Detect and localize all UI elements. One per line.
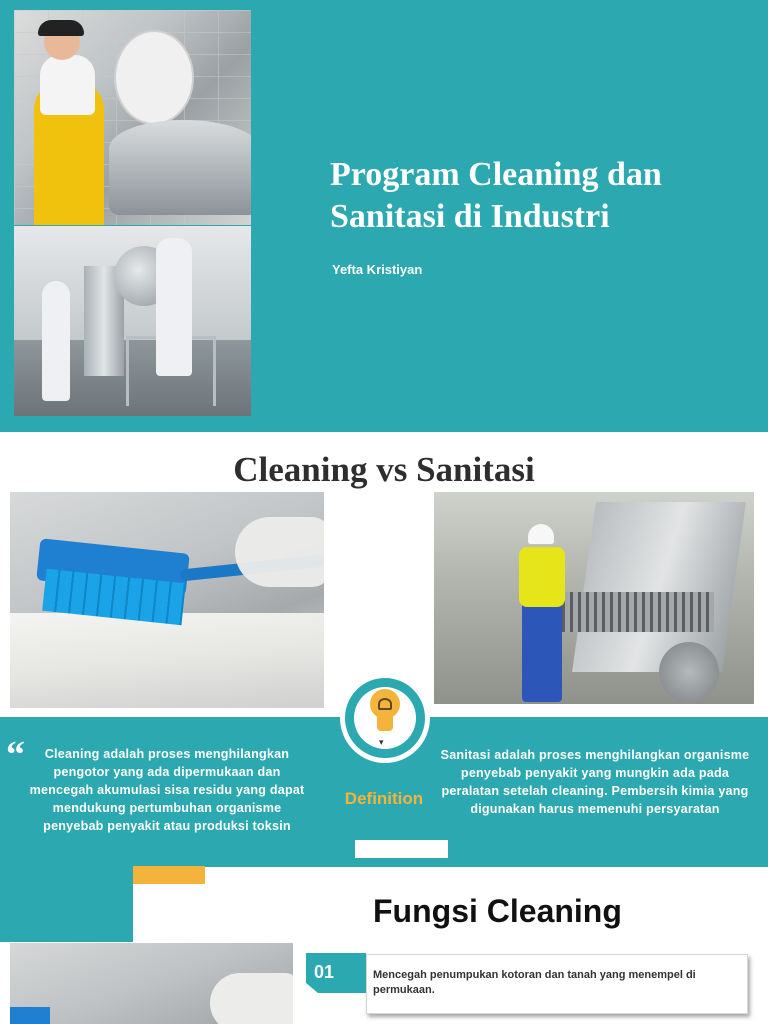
cleanroom-suit-left [42,281,70,401]
slide3-title: Fungsi Cleaning [373,893,622,929]
lightbulb-base-icon [377,717,393,731]
cleaning-definition: Cleaning adalah proses menghilangkan pengotor yang ada dipermukaan dan mencegah akumulasi sisa residu yang dapat mendukung pertumbuhan organisme penyebab penyakit atau produksi toksin [29,747,305,833]
author-name: Yefta Kristiyan [332,262,423,277]
function-number: 01 [314,962,335,982]
kettle-lid [114,30,194,125]
equipment-wheel [659,642,719,702]
title-slide [0,0,768,432]
presentation-title [330,154,750,238]
equipment-grate [554,592,714,632]
slide2-title: Cleaning vs Sanitasi [233,450,535,489]
gloved-hand [235,517,324,587]
title-line-1: Program Cleaning dan [330,156,662,193]
worker-cap [38,20,84,36]
worker-shirt [40,55,95,115]
arrow-down-icon: ▾ [379,737,384,747]
steel-equipment [572,502,746,672]
photo-cleanroom-workers [14,226,251,416]
safety-vest [519,547,565,607]
cleanroom-suit-right [156,238,192,376]
photo-brush-cleaning [10,943,293,1024]
function-text: Mencegah penumpukan kotoran dan tanah yang menempel di permukaan. [373,969,696,996]
sanitation-definition: Sanitasi adalah proses menghilangkan organisme penyebab penyakit yang mungkin ada pada peralatan setelah cleaning. Pembersih kimia yang digunakan harus memenuhi persyaratan [440,748,750,816]
brush-head [10,1007,50,1024]
gloved-hand [210,973,293,1024]
blue-coverall [522,602,562,702]
definition-label: Definition [344,789,424,808]
photo-brush-sweeping [10,492,324,708]
decorative-teal-block [0,866,133,942]
photo-worker-sanitizing [434,492,754,704]
photo-worker-cleaning-kettle [14,10,251,225]
quote-icon: “ [6,734,25,776]
steel-kettle [109,120,251,215]
decorative-gold-bar [133,866,205,884]
lightbulb-filament-icon [378,698,392,710]
powder-surface [10,613,324,708]
hard-hat [528,524,554,544]
decorative-white-bar [355,840,448,858]
title-line-2: Sanitasi di Industri [330,198,610,235]
